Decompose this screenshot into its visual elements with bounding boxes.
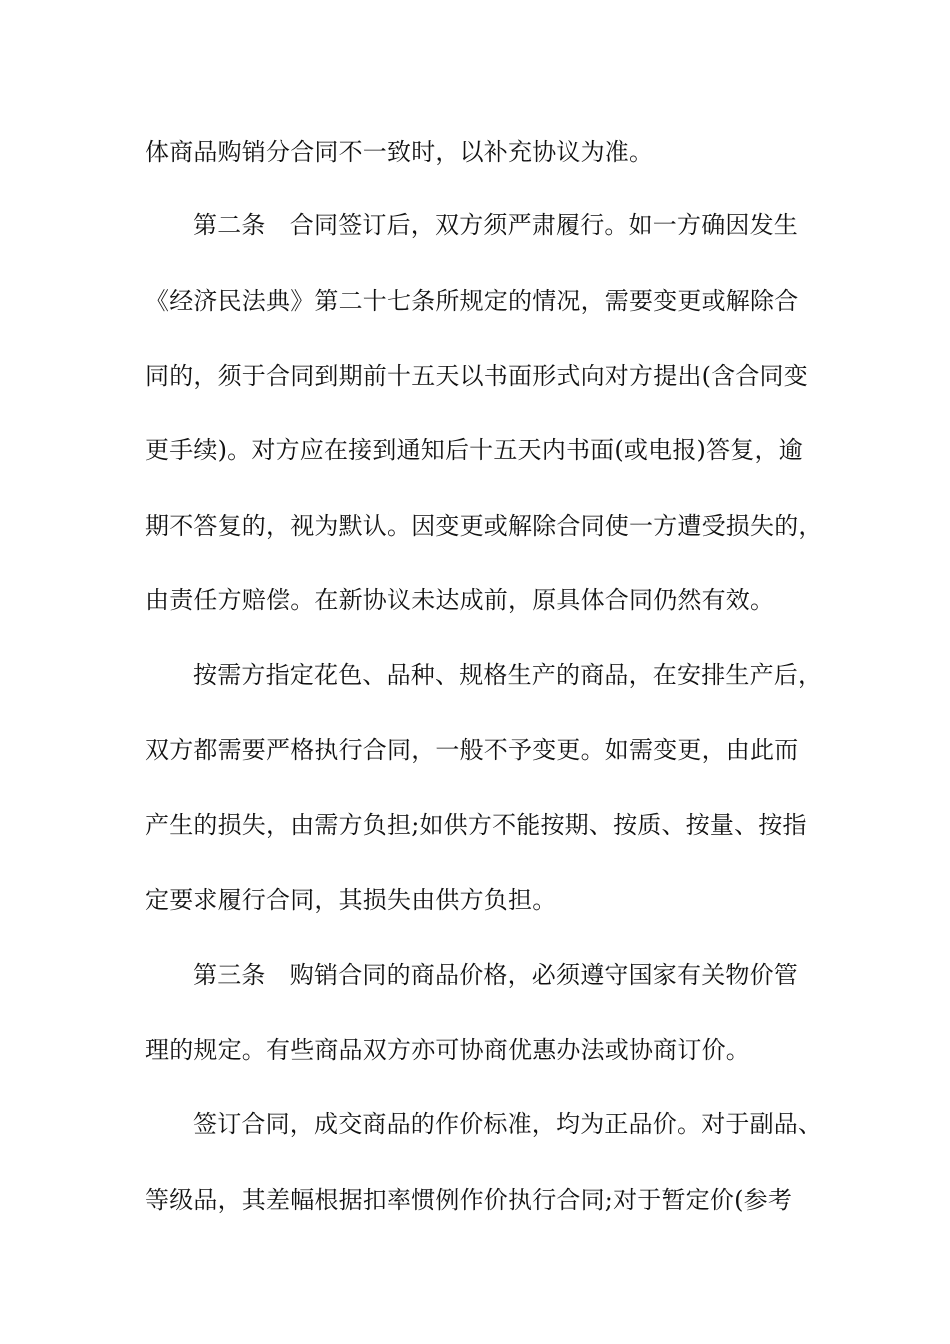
text-line-11: 定要求履行合同，其损失由供方负担。 [145,886,557,914]
text-line-1: 体商品购销分合同不一致时，以补充协议为准。 [145,138,654,166]
text-line-12-article-3: 第三条 购销合同的商品价格，必须遵守国家有关物价管 [193,961,798,989]
text-line-2-article-2: 第二条 合同签订后，双方须严肃履行。如一方确因发生 [193,211,798,239]
text-line-15: 等级品，其差幅根据扣率惯例作价执行合同;对于暂定价(参考 [145,1186,793,1214]
text-line-6: 期不答复的，视为默认。因变更或解除合同使一方遭受损失的， [145,512,823,540]
text-line-13: 理的规定。有些商品双方亦可协商优惠办法或协商订价。 [145,1036,750,1064]
text-line-4: 同的，须于合同到期前十五天以书面形式向对方提出(含合同变 [145,362,808,390]
text-line-9: 双方都需要严格执行合同，一般不予变更。如需变更，由此而 [145,736,799,764]
text-line-14: 签订合同，成交商品的作价标准，均为正品价。对于副品、 [193,1110,823,1138]
text-line-7: 由责任方赔偿。在新协议未达成前，原具体合同仍然有效。 [145,586,775,614]
text-line-3: 《经济民法典》第二十七条所规定的情况，需要变更或解除合 [145,287,799,315]
text-line-10: 产生的损失，由需方负担;如供方不能按期、按质、按量、按指 [145,811,807,839]
text-line-5: 更手续)。对方应在接到通知后十五天内书面(或电报)答复，逾 [145,436,803,464]
text-line-8: 按需方指定花色、品种、规格生产的商品，在安排生产后， [193,661,823,689]
